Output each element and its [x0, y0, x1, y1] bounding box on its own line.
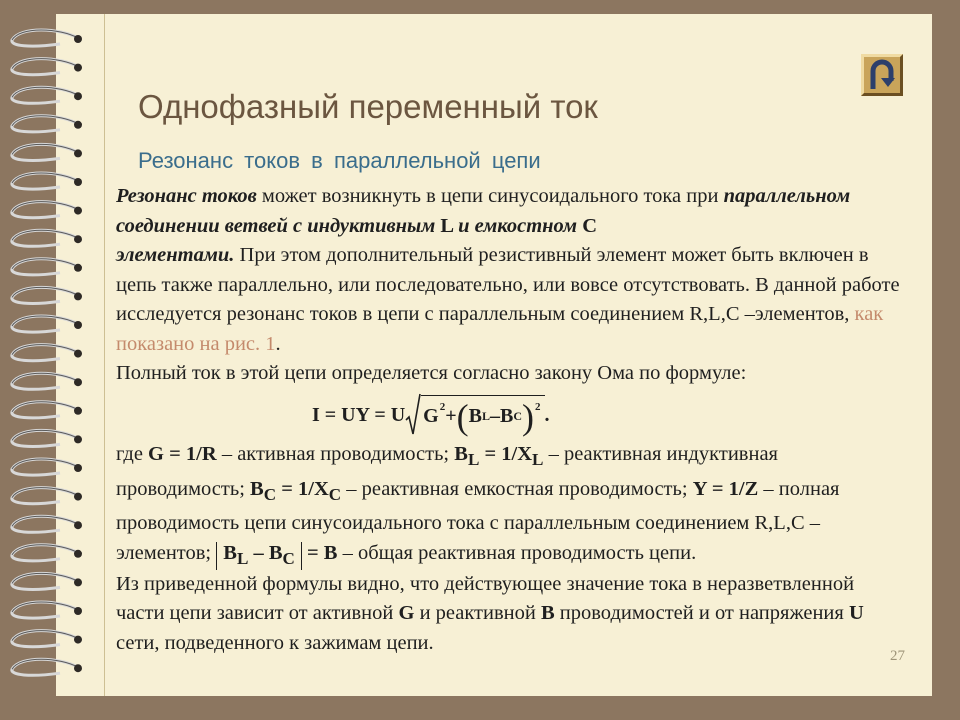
text-span: – реактивная емкостная проводимость;	[341, 477, 693, 500]
symbol-C: C	[582, 214, 597, 237]
binding-ring	[12, 316, 82, 332]
binding-ring	[12, 488, 82, 504]
exponent: 2	[439, 400, 446, 413]
binding-ring	[12, 659, 82, 675]
text-span: и емкостном	[458, 214, 583, 237]
paragraph-where	[116, 440, 906, 570]
binding-ring	[12, 516, 82, 532]
text-span: B	[223, 541, 237, 564]
back-button[interactable]	[861, 54, 903, 96]
text-span: проводимостей и от напряжения	[554, 602, 849, 625]
binding-ring	[12, 459, 82, 475]
term-current-resonance: Резонанс токов	[116, 185, 257, 207]
paren-close: )	[522, 396, 535, 437]
ohm-formula	[312, 390, 550, 440]
binding-ring	[12, 373, 82, 389]
subscript: L	[532, 450, 544, 470]
formula-g: G	[423, 405, 439, 427]
subscript: L	[481, 409, 490, 423]
spiral-binding	[0, 0, 100, 720]
figure-link[interactable]: как показано на рис. 1	[116, 303, 884, 355]
formula-minus: –	[490, 405, 500, 427]
paragraph-ohm: Полный ток в этой цепи определяется согласно закону Ома по формуле:	[116, 362, 747, 384]
text-span: G = 1/R	[148, 443, 217, 465]
formula-b: B	[468, 405, 482, 427]
text-span: При этом дополнительный резистивный элемент может быть включен в цепь также параллельно, или последовательно, или вовсе отсутствовать. В данной работе исследуется резонанс токов в цепи с параллельным соединением R,L,C –элементов,	[116, 244, 900, 325]
binding-ring	[12, 173, 82, 189]
text-span: – общая реактивная проводимость цепи.	[337, 541, 697, 564]
subscript: C	[282, 548, 295, 568]
margin-line	[104, 14, 105, 696]
subscript: C	[513, 409, 523, 423]
formula-dot: .	[544, 403, 550, 426]
subscript: C	[328, 484, 342, 504]
binding-ring	[12, 87, 82, 103]
text-span: – активная проводимость;	[216, 443, 455, 465]
text-span: B	[540, 602, 555, 625]
text-span: = 1/X	[276, 477, 329, 500]
binding-ring	[12, 430, 82, 446]
binding-ring	[12, 202, 82, 218]
main-text	[116, 182, 906, 389]
text-span: U	[848, 602, 864, 625]
sqrt-sign	[405, 392, 421, 438]
binding-ring	[12, 116, 82, 132]
text-span: .	[275, 332, 281, 355]
formula-lhs: I = UY = U	[312, 403, 406, 426]
text-span: G	[398, 602, 415, 625]
text-span: и реактивной	[414, 602, 541, 625]
sqrt-body	[421, 395, 544, 435]
u-turn-back-icon	[867, 59, 897, 91]
paragraph-intro	[116, 182, 906, 359]
symbol-L: L	[440, 214, 459, 237]
exponent: 2	[535, 400, 541, 413]
text-span: параллельном соединении ветвей с индуктивным	[116, 185, 851, 237]
binding-ring	[12, 545, 82, 561]
subscript: L	[467, 450, 480, 470]
text-span: – полная проводимость цепи синусоидального тока с параллельным соединением R,L,C –элементов;	[116, 477, 840, 564]
formula-b: B	[500, 405, 514, 427]
binding-ring	[12, 30, 82, 46]
page-number: 27	[890, 648, 905, 664]
page-title: Однофазный переменный ток	[138, 88, 598, 125]
text-span: Y = 1/Z	[692, 477, 759, 500]
binding-ring	[12, 259, 82, 275]
text-span: элементами.	[116, 244, 235, 266]
text-span: B	[250, 477, 264, 500]
sqrt	[405, 392, 544, 438]
text-span: = 1/X	[479, 443, 533, 465]
text-span: сети, подведенного к зажимам цепи.	[116, 631, 434, 654]
text-span: может возникнуть в цепи синусоидального тока при	[256, 185, 724, 207]
page-subtitle: Резонанс токов в параллельной цепи	[138, 148, 541, 173]
text-span: = B	[301, 541, 338, 564]
binding-ring	[12, 144, 82, 160]
subscript: L	[236, 548, 249, 568]
binding-ring	[12, 230, 82, 246]
abs-value	[216, 542, 302, 570]
text-span: где	[116, 443, 149, 465]
binding-ring	[12, 59, 82, 75]
subscript: C	[263, 484, 277, 504]
formula-plus: +	[445, 405, 457, 427]
text-span: Из приведенной формулы видно, что действующее значение тока в неразветвленной части цепи зависит от активной	[116, 572, 855, 625]
paragraph-conclusion	[116, 570, 906, 659]
text-span: – реактивная индуктивная проводимость;	[116, 443, 778, 500]
binding-ring	[12, 631, 82, 647]
binding-ring	[12, 287, 82, 303]
binding-ring	[12, 345, 82, 361]
text-span: B	[454, 443, 468, 465]
explanation-text	[116, 440, 906, 658]
binding-ring	[12, 402, 82, 418]
text-span: – B	[248, 541, 283, 564]
paren-open: (	[456, 396, 469, 437]
binding-ring	[12, 573, 82, 589]
binding-ring	[12, 602, 82, 618]
